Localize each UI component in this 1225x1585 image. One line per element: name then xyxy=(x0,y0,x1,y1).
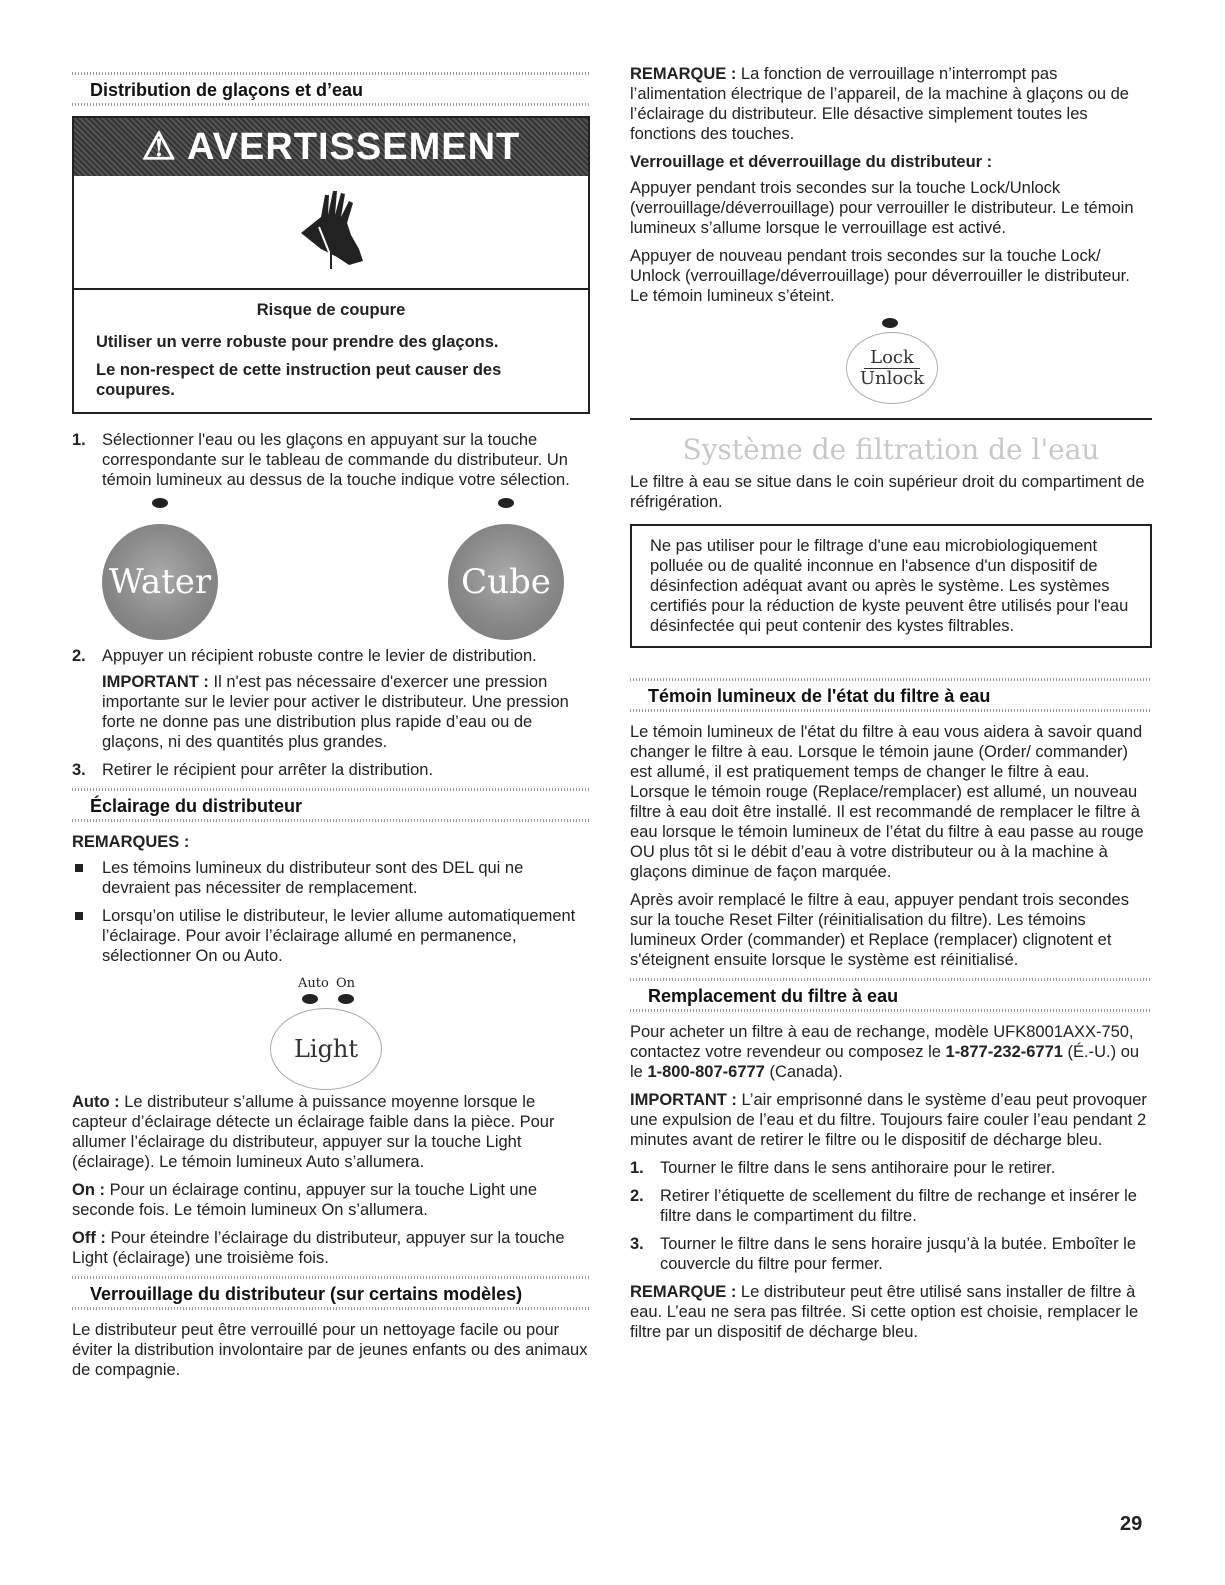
filter-location: Le filtre à eau se situe dans le coin supérieur droit du compartiment de réfrigération. xyxy=(630,473,1145,511)
verrouillage-paragraph: Le distributeur peut être verrouillé pour un nettoyage facile ou pour éviter la distribution involontaire par de jeunes enfants ou des animaux de compagnie. xyxy=(72,1321,588,1379)
step-1: 1. Sélectionner l'eau ou les glaçons en appuyant sur la touche correspondante sur le tableau de commande du distributeur. Un témoin lumineux au dessus de la touche indique votre sélection. xyxy=(72,431,570,489)
list-item: Les témoins lumineux du distributeur sont des DEL qui ne devraient pas nécessiter de remplacement. xyxy=(72,858,590,898)
lock-paragraph-2: Appuyer de nouveau pendant trois secondes sur la touche Lock/ Unlock (verrouillage/déverrouillage) pour déverrouiller le distributeur. Le témoin lumineux s’éteint. xyxy=(630,247,1130,305)
remarque2-paragraph: REMARQUE : Le distributeur peut être utilisé sans installer de filtre à eau. L’eau ne sera pas filtrée. Si cette option est choisie, remplacer le filtre par un dispositif de décharge bleu. xyxy=(630,1283,1139,1341)
steps-list-2 xyxy=(72,646,590,780)
temoin-paragraph-2: Après avoir remplacé le filtre à eau, appuyer pendant trois secondes sur la touche Reset Filter (réinitialisation du filtre). Les témoins lumineux Order (commander) et Replace (remplacer) clignotent et s'éteignent ensuite lorsque le système est réinitialisé. xyxy=(630,891,1129,969)
warning-header: ⚠ AVERTISSEMENT xyxy=(74,118,588,176)
replace-step-1: 1. Tourner le filtre dans le sens antihoraire pour le retirer. xyxy=(630,1159,1056,1177)
lock-button-figure xyxy=(630,314,1152,420)
section-title: Distribution de glaçons et d’eau xyxy=(90,80,364,100)
important-paragraph: IMPORTANT : L’air emprisonné dans le système d’eau peut provoquer une expulsion de l’eau et du filtre. Toujours faire couler l’eau pendant 2 minutes avant de retirer le filtre ou le dispositif de décharge bleu. xyxy=(630,1091,1147,1149)
auto-paragraph: Auto : Le distributeur s’allume à puissance moyenne lorsque le capteur d’éclairage détecte un éclairage faible dans la pièce. Pour allumer l’éclairage du distributeur, appuyer sur la touche Light (éclairage). Le témoin lumineux Auto s’allumera. xyxy=(72,1093,555,1171)
step-3: 3. Retirer le récipient pour arrêter la distribution. xyxy=(72,761,434,779)
light-button-figure xyxy=(72,974,590,1092)
water-button[interactable]: Water xyxy=(102,524,218,640)
lock-unlock-button[interactable]: Lock Unlock xyxy=(846,332,938,404)
remplacement-paragraph: Pour acheter un filtre à eau de rechange, modèle UFK8001AXX-750, contactez votre revendeur ou composez le 1-877-232-6771 (É.-U.) ou le 1-800-807-6777 (Canada). xyxy=(630,1023,1140,1081)
on-paragraph: On : Pour un éclairage continu, appuyer sur la touche Light une seconde fois. Le témoin lumineux On s’allumera. xyxy=(72,1181,538,1219)
lock-indicator-dot xyxy=(882,318,898,328)
right-column xyxy=(630,64,1152,1350)
cube-button[interactable]: Cube xyxy=(448,524,564,640)
important-note: IMPORTANT : Il n'est pas nécessaire d'exercer une pression importante sur le levier pour activer le distributeur. Une pression forte ne donne pas une distribution plus rapide d’eau ou de glaçons, ni des quantités plus grandes. xyxy=(102,673,569,751)
remarque-paragraph: REMARQUE : La fonction de verrouillage n’interrompt pas l’alimentation électrique de l’appareil, de la machine à glaçons ou de l’éclairage du distributeur. Elle désactive simplement toutes les fonctions des touches. xyxy=(630,65,1129,143)
cube-indicator-dot xyxy=(498,498,514,508)
section-header-temoin xyxy=(630,678,1152,712)
section-title: Remplacement du filtre à eau xyxy=(648,986,899,1006)
list-item: Lorsqu’on utilise le distributeur, le levier allume automatiquement l’éclairage. Pour avoir l’éclairage allumé en permanence, sélectionner On ou Auto. xyxy=(72,906,590,966)
hand-cut-icon xyxy=(74,176,588,290)
filtration-title: Système de filtration de l'eau xyxy=(682,433,1100,466)
warning-box xyxy=(72,116,590,414)
section-header-distribution xyxy=(72,72,590,106)
auto-label: Auto xyxy=(298,976,329,991)
auto-indicator-dot xyxy=(302,994,318,1004)
section-title: Témoin lumineux de l'état du filtre à eau xyxy=(648,686,991,706)
temoin-paragraph-1: Le témoin lumineux de l'état du filtre à eau vous aidera à savoir quand changer le filtre à eau. Lorsque le témoin jaune (Order/ commander) est allumé, il est pratiquement temps de changer le filtre à eau. Lorsque le témoin rouge (Replace/remplacer) est allumé, un nouveau filtre à eau doit être installé. Il est recommandé de remplacer le filtre à eau lorsque le témoin lumineux de l’état du filtre à eau passe au rouge OU plus tôt si le débit d’eau à votre distributeur ou à la machine à glaçons diminue de façon marquée. xyxy=(630,723,1144,881)
section-header-remplacement xyxy=(630,978,1152,1012)
remarques-list xyxy=(72,858,590,966)
page-number: 29 xyxy=(1120,1513,1143,1535)
section-header-verrouillage xyxy=(72,1276,590,1310)
replace-step-3: 3. Tourner le filtre dans le sens horaire jusqu’à la butée. Emboîter le couvercle du filtre pour fermer. xyxy=(630,1235,1137,1273)
phone-us: 1-877-232-6771 xyxy=(945,1043,1063,1061)
replace-steps xyxy=(630,1158,1152,1274)
left-column xyxy=(72,64,590,1388)
section-title: Verrouillage du distributeur (sur certains modèles) xyxy=(90,1284,523,1304)
warning-triangle-icon: ⚠ xyxy=(141,126,177,168)
phone-canada: 1-800-807-6777 xyxy=(647,1063,765,1081)
on-label: On xyxy=(336,976,356,991)
section-header-eclairage xyxy=(72,788,590,822)
off-paragraph: Off : Pour éteindre l’éclairage du distributeur, appuyer sur la touche Light (éclairage) une troisième fois. xyxy=(72,1229,565,1267)
lock-paragraph-1: Appuyer pendant trois secondes sur la touche Lock/Unlock (verrouillage/déverrouillage) pour verrouiller le distributeur. Le témoin lumineux s’allume lorsque le verrouillage est activé. xyxy=(630,179,1134,237)
section-title: Éclairage du distributeur xyxy=(90,796,303,816)
warning-risk: Risque de coupure xyxy=(256,301,406,319)
step-2: 2. Appuyer un récipient robuste contre le levier de distribution. IMPORTANT : Il n'est pas nécessaire d'exercer une pression importante sur le levier pour activer le distributeur. Une pression forte ne donne pas une distribution plus rapide d’eau ou de glaçons, ni des quantités plus grandes. xyxy=(72,646,590,752)
water-cube-buttons xyxy=(72,498,590,646)
warning-line2: Le non-respect de cette instruction peut causer des coupures. xyxy=(96,361,502,399)
warning-body xyxy=(74,290,588,412)
warning-line1: Utiliser un verre robuste pour prendre des glaçons. xyxy=(96,333,499,351)
on-indicator-dot xyxy=(338,994,354,1004)
replace-step-2: 2. Retirer l’étiquette de scellement du filtre de rechange et insérer le filtre dans le compartiment du filtre. xyxy=(630,1187,1137,1225)
steps-list-1 xyxy=(72,430,590,490)
remarques-label: REMARQUES : xyxy=(72,833,190,851)
filter-note-box: Ne pas utiliser pour le filtrage d'une eau microbiologiquement polluée ou de qualité inconnue en l'absence d'un dispositif de désinfection adéquat avant ou après le système. Les systèmes certifiés pour la réduction de kyste peuvent être utilisés pour l'eau désinfectée qui peut contenir des kystes filtrables. xyxy=(630,524,1152,648)
lock-heading: Verrouillage et déverrouillage du distributeur : xyxy=(630,153,993,171)
water-indicator-dot xyxy=(152,498,168,508)
light-button[interactable]: Light xyxy=(270,1008,382,1090)
